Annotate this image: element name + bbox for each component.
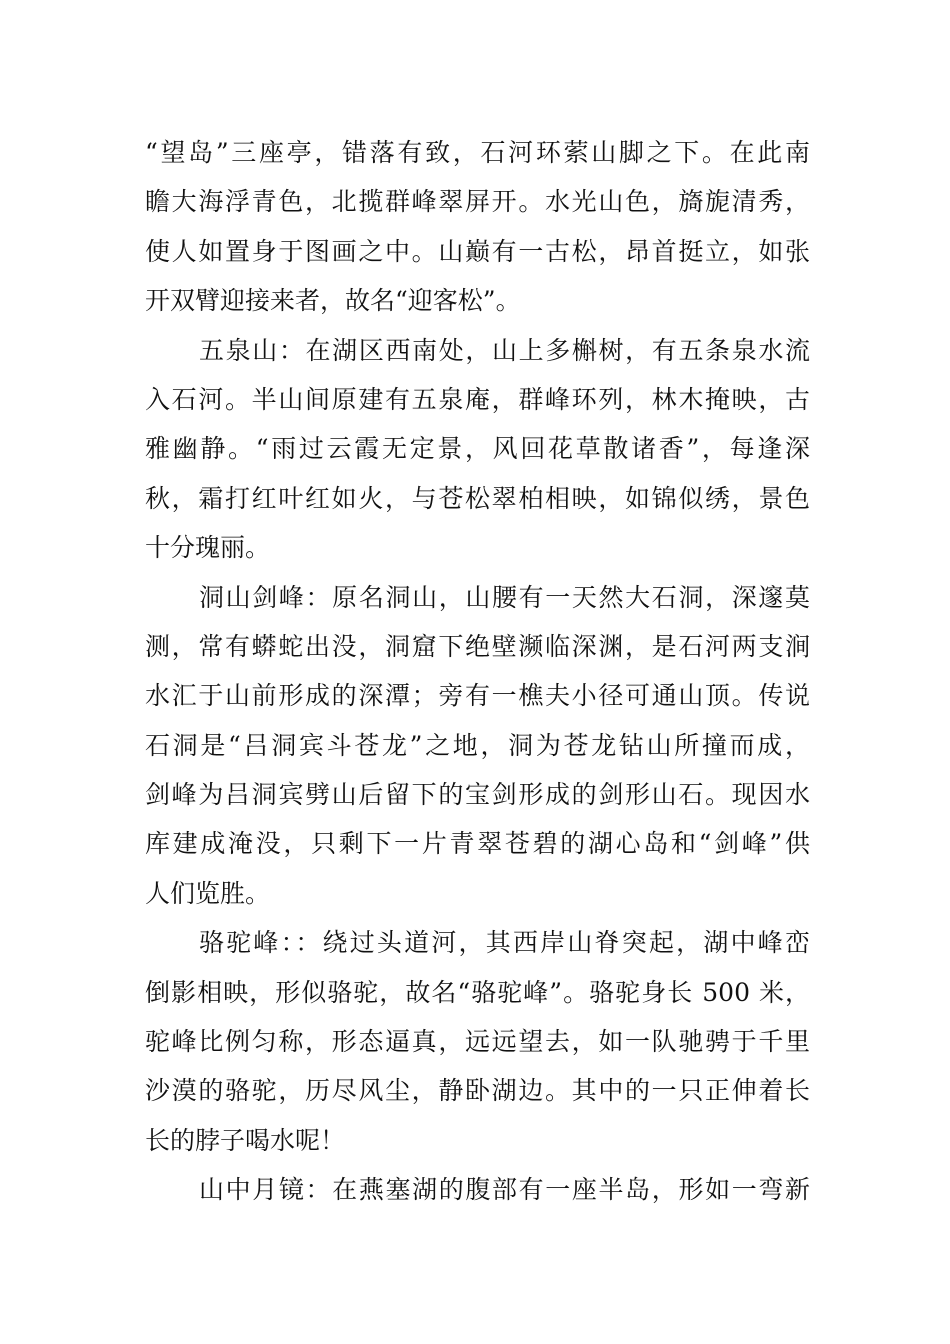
paragraph: [145, 573, 810, 919]
text-line: 五泉山：在湖区西南处，山上多槲树，有五条泉水流: [199, 335, 810, 365]
text-line: 雅幽静。“雨过云霞无定景，风回花草散诸香”，每逢深: [145, 434, 810, 464]
document-page: [145, 128, 810, 1215]
paragraph: [145, 128, 810, 326]
text-line: 入石河。半山间原建有五泉庵，群峰环列，林木掩映，古: [145, 384, 810, 414]
text-line: 秋，霜打红叶红如火，与苍松翠柏相映，如锦似绣，景色: [145, 483, 810, 513]
text-line: 长的脖子喝水呢！: [145, 1125, 346, 1155]
text-line: 十分瑰丽。: [145, 533, 271, 563]
text-line: 库建成淹没，只剩下一片青翠苍碧的湖心岛和“剑峰”供: [145, 829, 810, 859]
text-line: 人们览胜。: [145, 878, 271, 908]
text-line: 测，常有蟒蛇出没，洞窟下绝壁濒临深渊，是石河两支涧: [145, 631, 810, 661]
text-line: 驼峰比例匀称，形态逼真，远远望去，如一队驰骋于千里: [145, 1027, 810, 1057]
text-line: 瞻大海浮青色，北揽群峰翠屏开。水光山色，旖旎清秀，: [145, 187, 810, 217]
paragraph: [145, 326, 810, 573]
text-line: 水汇于山前形成的深潭；旁有一樵夫小径可通山顶。传说: [145, 681, 810, 711]
text-line: 骆驼峰：：绕过头道河，其西岸山脊突起，湖中峰峦: [199, 928, 810, 958]
text-line: 山中月镜：在燕塞湖的腹部有一座半岛，形如一弯新: [199, 1175, 810, 1205]
text-line: “望岛”三座亭，错落有致，石河环萦山脚之下。在此南: [145, 138, 810, 167]
text-line: 剑峰为吕洞宾劈山后留下的宝剑形成的剑形山石。现因水: [145, 780, 810, 810]
paragraph: [145, 918, 810, 1165]
text-line: 开双臂迎接来者，故名“迎客松”。: [145, 286, 521, 316]
paragraph: [145, 1165, 810, 1214]
text-line: 洞山剑峰：原名洞山，山腰有一天然大石洞，深邃莫: [199, 582, 810, 612]
text-line: 倒影相映，形似骆驼，故名“骆驼峰”。骆驼身长 500 米，: [145, 977, 810, 1007]
text-line: 使人如置身于图画之中。山巅有一古松，昂首挺立，如张: [145, 236, 810, 266]
text-line: 沙漠的骆驼，历尽风尘，静卧湖边。其中的一只正伸着长: [145, 1076, 810, 1106]
text-line: 石洞是“吕洞宾斗苍龙”之地，洞为苍龙钻山所撞而成，: [145, 730, 810, 760]
